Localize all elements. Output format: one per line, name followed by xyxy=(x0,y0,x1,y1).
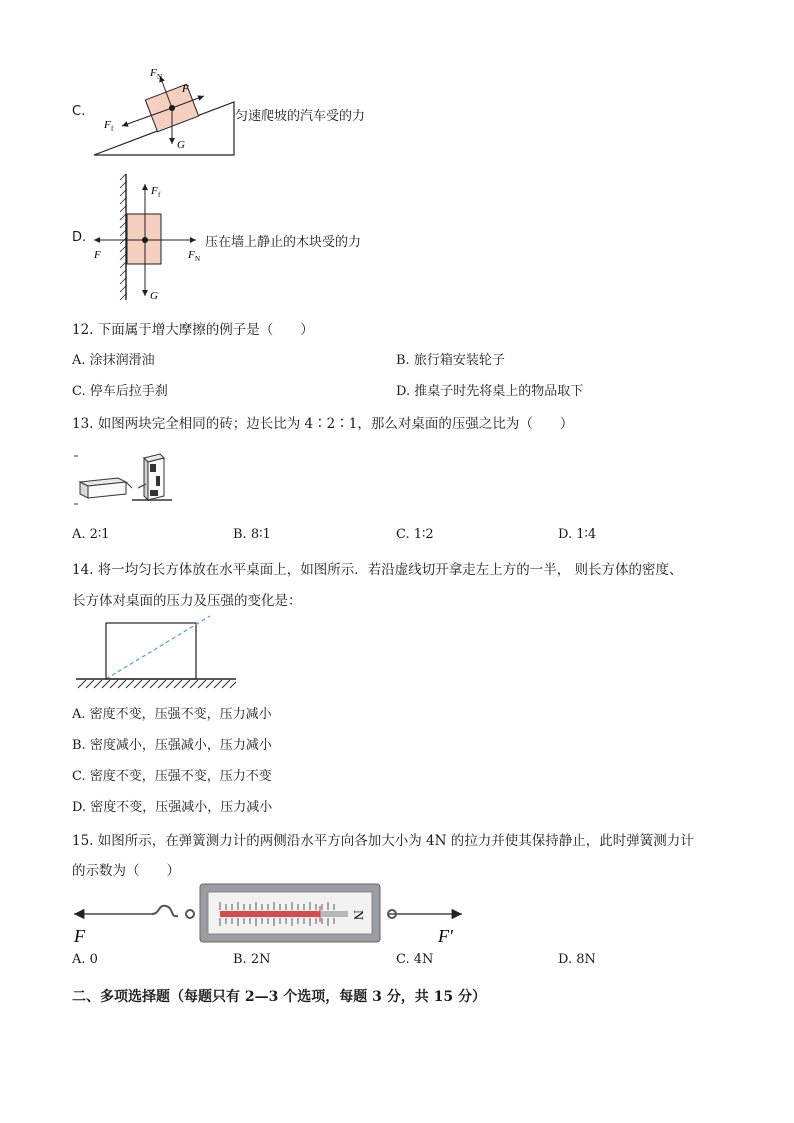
q14-option-b[interactable]: B. 密度减小，压强减小，压力减小 xyxy=(72,738,272,753)
svg-text:F: F xyxy=(94,249,101,261)
label-ff: F xyxy=(104,119,111,131)
q12-option-a[interactable]: A. 涂抹润滑油 xyxy=(72,353,155,368)
q15-spring-scale-figure xyxy=(70,880,470,948)
q12-option-b[interactable]: B. 旅行箱安装轮子 xyxy=(396,353,505,368)
q11-c-diagram xyxy=(88,64,248,160)
q15-option-d[interactable]: D. 8N xyxy=(558,952,596,967)
q11-d-diagram xyxy=(88,172,212,304)
svg-text:f: f xyxy=(158,191,161,199)
svg-text:N: N xyxy=(157,73,163,81)
q13-option-b[interactable]: B. 8∶1 xyxy=(233,527,271,542)
q11-d-letter: D. xyxy=(72,230,87,245)
label-g: G xyxy=(177,139,185,151)
q13-stem: 13. 如图两块完全相同的砖；边长比为 4∶2∶1，那么对桌面的压强之比为（ ） xyxy=(72,416,574,432)
q15-option-a[interactable]: A. 0 xyxy=(72,952,98,967)
force-label-left: F xyxy=(74,926,85,946)
q15-option-b[interactable]: B. 2N xyxy=(233,952,271,967)
label-f: F xyxy=(182,83,189,95)
q14-stem-line2: 长方体对桌面的压力及压强的变化是： xyxy=(72,593,302,609)
svg-text:F: F xyxy=(188,249,195,261)
q11-d-caption: 压在墙上静止的木块受的力 xyxy=(205,235,362,250)
svg-text:f: f xyxy=(111,125,114,133)
q13-option-c[interactable]: C. 1∶2 xyxy=(396,527,434,542)
q14-option-d[interactable]: D. 密度不变，压强减小，压力减小 xyxy=(72,800,273,815)
section-2-heading: 二、多项选择题（每题只有 2—3 个选项，每题 3 分，共 15 分） xyxy=(72,989,486,1005)
q12-stem: 12. 下面属于增大摩擦的例子是（ ） xyxy=(72,322,314,338)
q15-stem-line1: 15. 如图所示，在弹簧测力计的两侧沿水平方向各加大小为 4N 的拉力并使其保持静止，此时弹簧测力计 xyxy=(72,833,694,849)
q12-option-c[interactable]: C. 停车后拉手刹 xyxy=(72,384,168,399)
q14-block-figure xyxy=(72,614,240,694)
q13-bricks-figure xyxy=(72,448,176,510)
q14-option-a[interactable]: A. 密度不变，压强不变，压力减小 xyxy=(72,707,272,722)
svg-text:N: N xyxy=(195,255,201,263)
force-label-right: F′ xyxy=(438,926,453,946)
q12-option-d[interactable]: D. 推桌子时先将桌上的物品取下 xyxy=(396,384,584,399)
q11-c-letter: C. xyxy=(72,104,86,119)
q14-stem-line1: 14. 将一均匀长方体放在水平桌面上，如图所示．若沿虚线切开拿走左上方的一半， 则长方体的密度、 xyxy=(72,562,683,578)
q11-c-caption: 匀速爬坡的汽车受的力 xyxy=(235,109,366,124)
q13-option-a[interactable]: A. 2∶1 xyxy=(72,527,110,542)
svg-text:F: F xyxy=(151,185,158,197)
q13-option-d[interactable]: D. 1∶4 xyxy=(558,527,597,542)
q15-option-c[interactable]: C. 4N xyxy=(396,952,434,967)
q14-option-c[interactable]: C. 密度不变，压强不变，压力不变 xyxy=(72,769,272,784)
scale-unit-mark: N xyxy=(350,910,365,921)
label-fn: F xyxy=(150,67,157,79)
svg-text:G: G xyxy=(150,290,158,302)
q15-stem-line2: 的示数为（ ） xyxy=(72,863,180,879)
